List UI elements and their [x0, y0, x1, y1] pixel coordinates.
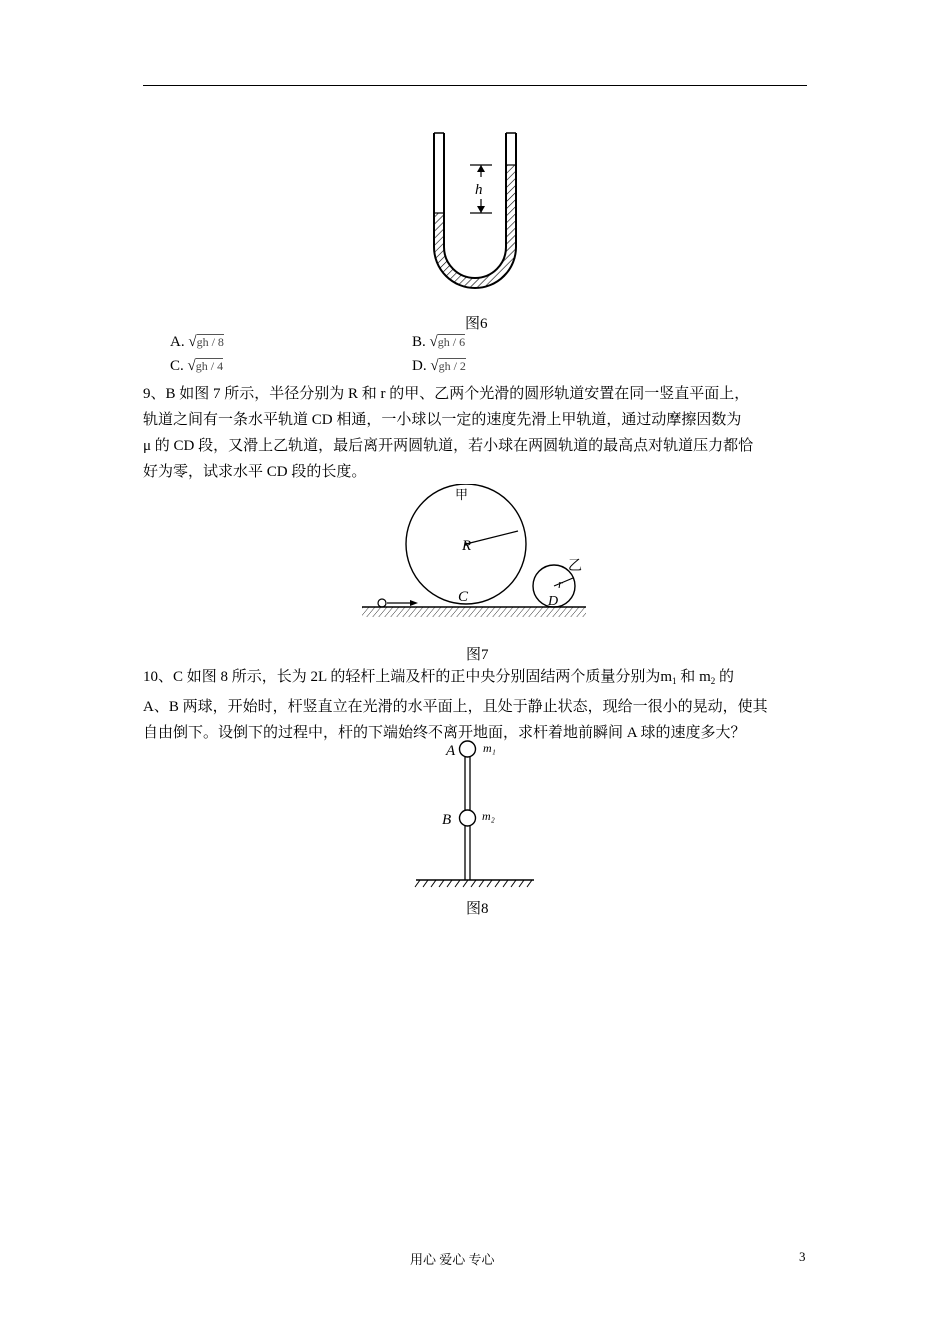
option-c	[170, 358, 223, 375]
label-yi: 乙	[568, 559, 582, 574]
figure-8-caption: 图8	[466, 901, 489, 917]
option-a-value: gh / 8	[196, 335, 224, 349]
header-rule	[143, 85, 807, 86]
option-c-letter: C.	[170, 358, 184, 374]
figure-7-tracks	[358, 484, 590, 624]
question-9-line-3: μ 的 CD 段，又滑上乙轨道，最后离开两圆轨道，若小球在两圆轨道的最高点对轨道压力都恰	[143, 438, 754, 454]
question-10-line-1-text: 10、C 如图 8 所示，长为 2L 的轻杆上端及杆的正中央分别固结两个质量分别为	[143, 669, 661, 685]
label-m2: m₂	[482, 809, 495, 823]
mass-m2	[699, 669, 715, 685]
m2-base: m	[699, 669, 711, 685]
m2-sub: 2	[710, 676, 716, 686]
and-text: 和	[676, 669, 700, 685]
figure-6-caption: 图6	[465, 316, 488, 332]
figure-6-u-tube	[420, 125, 530, 305]
question-10-line-3: 自由倒下。设倒下的过程中，杆的下端始终不离开地面，求杆着地前瞬间 A 球的速度多大？	[143, 725, 746, 741]
question-9-line-1: 9、B 如图 7 所示，半径分别为 R 和 r 的甲、乙两个光滑的圆形轨道安置在同一竖直平面上，	[143, 386, 750, 402]
question-9-line-2: 轨道之间有一条水平轨道 CD 相通，一小球以一定的速度先滑上甲轨道，通过动摩擦因数为	[143, 412, 742, 428]
page-number: 3	[799, 1249, 806, 1264]
question-10-line-1-end: 的	[715, 669, 734, 685]
sqrt-icon: √	[187, 358, 196, 374]
question-9-line-4: 好为零，试求水平 CD 段的长度。	[143, 464, 367, 480]
figure-7-caption: 图7	[466, 647, 489, 663]
sqrt-icon: √	[429, 334, 438, 350]
sqrt-icon: √	[430, 358, 439, 374]
footer-motto: 用心 爱心 专心	[410, 1252, 495, 1267]
option-c-value: gh / 4	[195, 359, 224, 373]
option-b-letter: B.	[412, 334, 426, 350]
sqrt-icon: √	[188, 334, 197, 350]
small-ball	[378, 599, 386, 607]
option-d	[412, 358, 466, 375]
ball-a	[460, 741, 476, 757]
arrow-right-icon	[410, 600, 418, 606]
question-10-line-2: A、B 两球，开始时，杆竖直立在光滑的水平面上，且处于静止状态，现给一很小的晃动，使其	[143, 699, 768, 715]
label-D: D	[548, 594, 559, 609]
label-A: A	[446, 743, 456, 759]
option-a-letter: A.	[170, 334, 185, 350]
ball-b	[460, 810, 476, 826]
question-10-line-1	[143, 664, 808, 694]
m1-base: m	[660, 669, 673, 685]
height-h-label: h	[475, 182, 483, 198]
label-C: C	[458, 589, 469, 605]
option-a	[170, 334, 224, 351]
label-R: R	[462, 538, 472, 554]
mass-m1	[660, 669, 676, 685]
figure-8-rod	[412, 738, 540, 890]
label-B: B	[442, 812, 452, 828]
question-9	[143, 381, 808, 485]
option-d-value: gh / 2	[438, 359, 466, 373]
option-d-letter: D.	[412, 358, 427, 374]
question-10	[143, 664, 808, 746]
label-r: r	[558, 576, 564, 591]
option-b	[412, 334, 465, 351]
label-jia: 甲	[455, 487, 469, 502]
m1-sub: 1	[672, 676, 677, 686]
option-b-value: gh / 6	[437, 335, 466, 349]
label-m1: m₁	[483, 741, 496, 755]
